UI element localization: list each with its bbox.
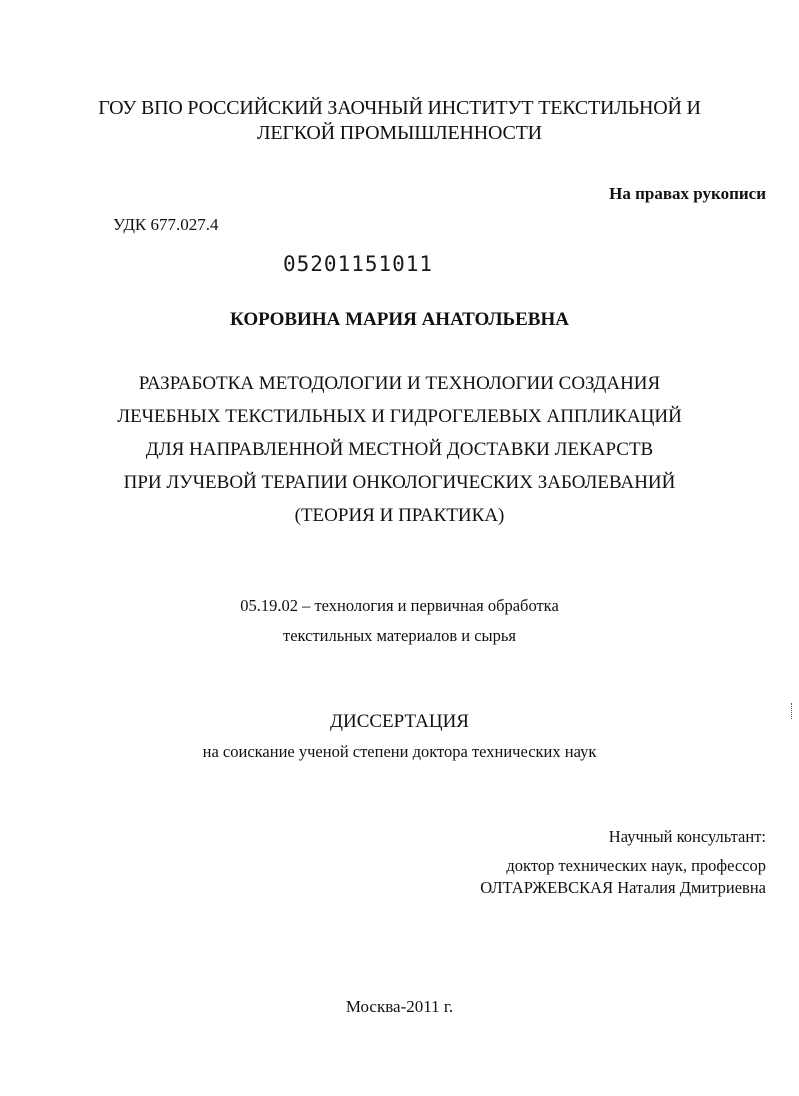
- document-type: ДИССЕРТАЦИЯ: [330, 711, 469, 732]
- institution-line-1: ГОУ ВПО РОССИЙСКИЙ ЗАОЧНЫЙ ИНСТИТУТ ТЕКСТИЛЬНОЙ И: [98, 97, 701, 119]
- degree-line: на соискание ученой степени доктора технических наук: [202, 742, 597, 761]
- title-line: ЛЕЧЕБНЫХ ТЕКСТИЛЬНЫХ И ГИДРОГЕЛЕВЫХ АППЛИКАЦИЙ: [117, 406, 682, 427]
- consultant-title: доктор технических наук, профессор: [506, 856, 766, 875]
- title-line: ДЛЯ НАПРАВЛЕННОЙ МЕСТНОЙ ДОСТАВКИ ЛЕКАРСТВ: [145, 439, 654, 460]
- stamp-number: 05201151011: [283, 252, 434, 276]
- dissertation-title: [0, 367, 799, 532]
- udk-code: УДК 677.027.4: [113, 215, 219, 234]
- margin-mark: [791, 703, 795, 719]
- institution-name: [0, 96, 799, 146]
- specialty-line-1: 05.19.02 – технология и первичная обработка: [240, 596, 559, 615]
- consultant-name: ОЛТАРЖЕВСКАЯ Наталия Дмитриевна: [480, 878, 766, 897]
- institution-line-2: ЛЕГКОЙ ПРОМЫШЛЕННОСТИ: [257, 122, 542, 144]
- title-line: (ТЕОРИЯ И ПРАКТИКА): [294, 505, 505, 526]
- rights-note: На правах рукописи: [609, 184, 766, 203]
- author-name: КОРОВИНА МАРИЯ АНАТОЛЬЕВНА: [230, 309, 569, 330]
- consultant-label: Научный консультант:: [608, 827, 766, 846]
- title-line: ПРИ ЛУЧЕВОЙ ТЕРАПИИ ОНКОЛОГИЧЕСКИХ ЗАБОЛЕВАНИЙ: [123, 472, 676, 493]
- specialty: [0, 591, 799, 651]
- city-year: Москва-2011 г.: [345, 997, 454, 1016]
- title-line: РАЗРАБОТКА МЕТОДОЛОГИИ И ТЕХНОЛОГИИ СОЗДАНИЯ: [138, 373, 661, 394]
- specialty-line-2: текстильных материалов и сырья: [283, 626, 516, 645]
